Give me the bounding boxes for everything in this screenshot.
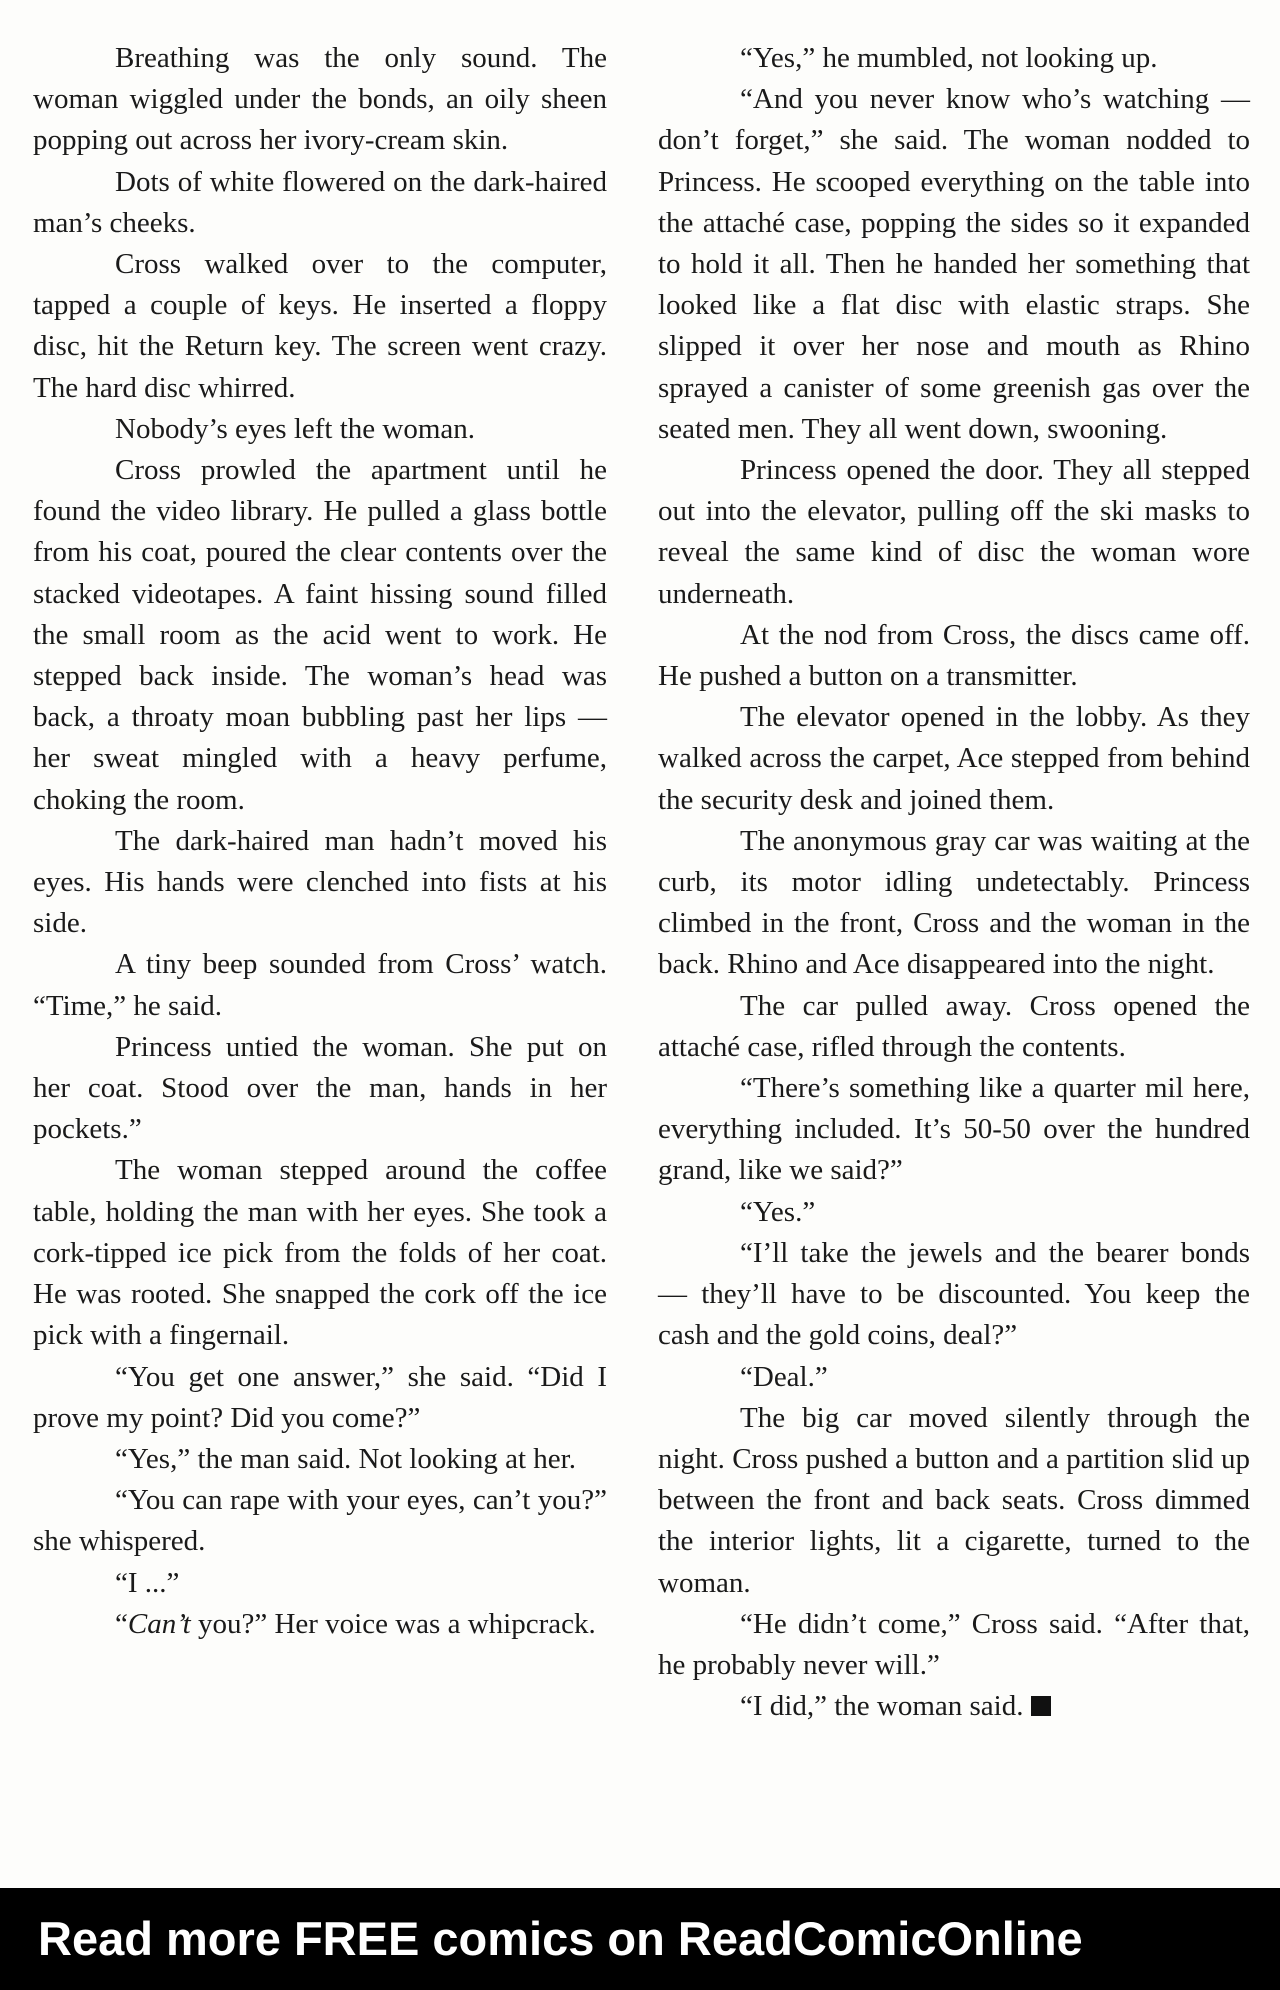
promo-banner [0,1888,1280,1990]
paragraph: Nobody’s eyes left the woman. [115,412,476,445]
paragraph: At the nod from Cross, the discs came off. He pushed a button on a transmitter. [658,618,1250,693]
right-text-column [658,38,1250,1727]
paragraph: Cross walked over to the computer, tapped a couple of keys. He inserted a floppy disc, hit the Return key. The screen went crazy. The hard disc whirred. [33,248,607,404]
final-paragraph [658,1686,1250,1727]
paragraph: The big car moved silently through the night. Cross pushed a button and a partition slid up between the front and back seats. Cross dimmed the interior lights, lit a cigarette, turned to the woman. [658,1401,1250,1599]
paragraph: “Yes,” he mumbled, not looking up. [740,42,1158,74]
final-paragraph-text: “I did,” the woman said. [740,1690,1024,1723]
paragraph: “He didn’t come,” Cross said. “After that, he probably never will.” [658,1607,1250,1681]
paragraph: “You get one answer,” she said. “Did I prove my point? Did you come?” [33,1360,607,1434]
paragraph: “Deal.” [740,1360,828,1393]
paragraph-rest: you?” Her voice was a whipcrack. [190,1607,596,1640]
paragraph: Princess untied the woman. She put on her coat. Stood over the man, hands in her pockets.” [33,1030,607,1146]
paragraph: “I ...” [115,1566,180,1599]
paragraph: “There’s something like a quarter mil here, everything included. It’s 50-50 over the hundred grand, like we said?” [658,1072,1250,1187]
end-of-story-square-icon [1031,1696,1051,1716]
paragraph: “And you never know who’s watching — don’t forget,” she said. The woman nodded to Princess. He scooped everything on the table into the attaché case, popping the sides so it expanded to hold it all. Then he handed her something that looked like a flat disc with elastic straps. She slipped it over her nose and mouth as Rhino sprayed a canister of some greenish gas over the seated men. They all went down, swooning. [658,83,1250,445]
paragraph: “Yes,” the man said. Not looking at her. [115,1442,576,1475]
promo-banner-text: Read more FREE comics on ReadComicOnline [38,1912,1083,1965]
paragraph: “I’ll take the jewels and the bearer bonds — they’ll have to be discounted. You keep the cash and the gold coins, deal?” [658,1236,1250,1352]
paragraph: Breathing was the only sound. The woman wiggled under the bonds, an oily sheen popping out across her ivory-cream skin. [33,42,607,157]
paragraph: A tiny beep sounded from Cross’ watch. “Time,” he said. [33,948,607,1022]
paragraph-whipcrack: “Can’t you?” Her voice was a whipcrack. [115,1607,596,1640]
paragraph: The elevator opened in the lobby. As they walked across the carpet, Ace stepped from behind the security desk and joined them. [658,701,1250,816]
paragraph: The car pulled away. Cross opened the attaché case, rifled through the contents. [658,989,1250,1063]
left-text-column [33,38,607,1645]
paragraph: Princess opened the door. They all stepped out into the elevator, pulling off the ski masks to reveal the same kind of disc the woman wore underneath. [658,454,1250,610]
paragraph: The anonymous gray car was waiting at the curb, its motor idling undetectably. Princess climbed in the front, Cross and the woman in the back. Rhino and Ace disappeared into the night. [658,824,1250,981]
paragraph: Cross prowled the apartment until he found the video library. He pulled a glass bottle from his coat, poured the clear contents over the stacked videotapes. A faint hissing sound filled the small room as the acid went to work. He stepped back inside. The woman’s head was back, a throaty moan bubbling past her lips — her sweat mingled with a heavy perfume, choking the room. [33,454,607,816]
paragraph: “You can rape with your eyes, can’t you?” she whispered. [33,1484,607,1558]
paragraph: The dark-haired man hadn’t moved his eyes. His hands were clenched into fists at his side. [33,824,607,940]
paragraph: “Yes.” [740,1195,816,1228]
paragraph: The woman stepped around the coffee table, holding the man with her eyes. She took a cork-tipped ice pick from the folds of her coat. He was rooted. She snapped the cork off the ice pick with a fingernail. [33,1154,607,1352]
emphasis-text: Can’t [127,1607,191,1640]
paragraph: Dots of white flowered on the dark-haired man’s cheeks. [33,165,607,239]
